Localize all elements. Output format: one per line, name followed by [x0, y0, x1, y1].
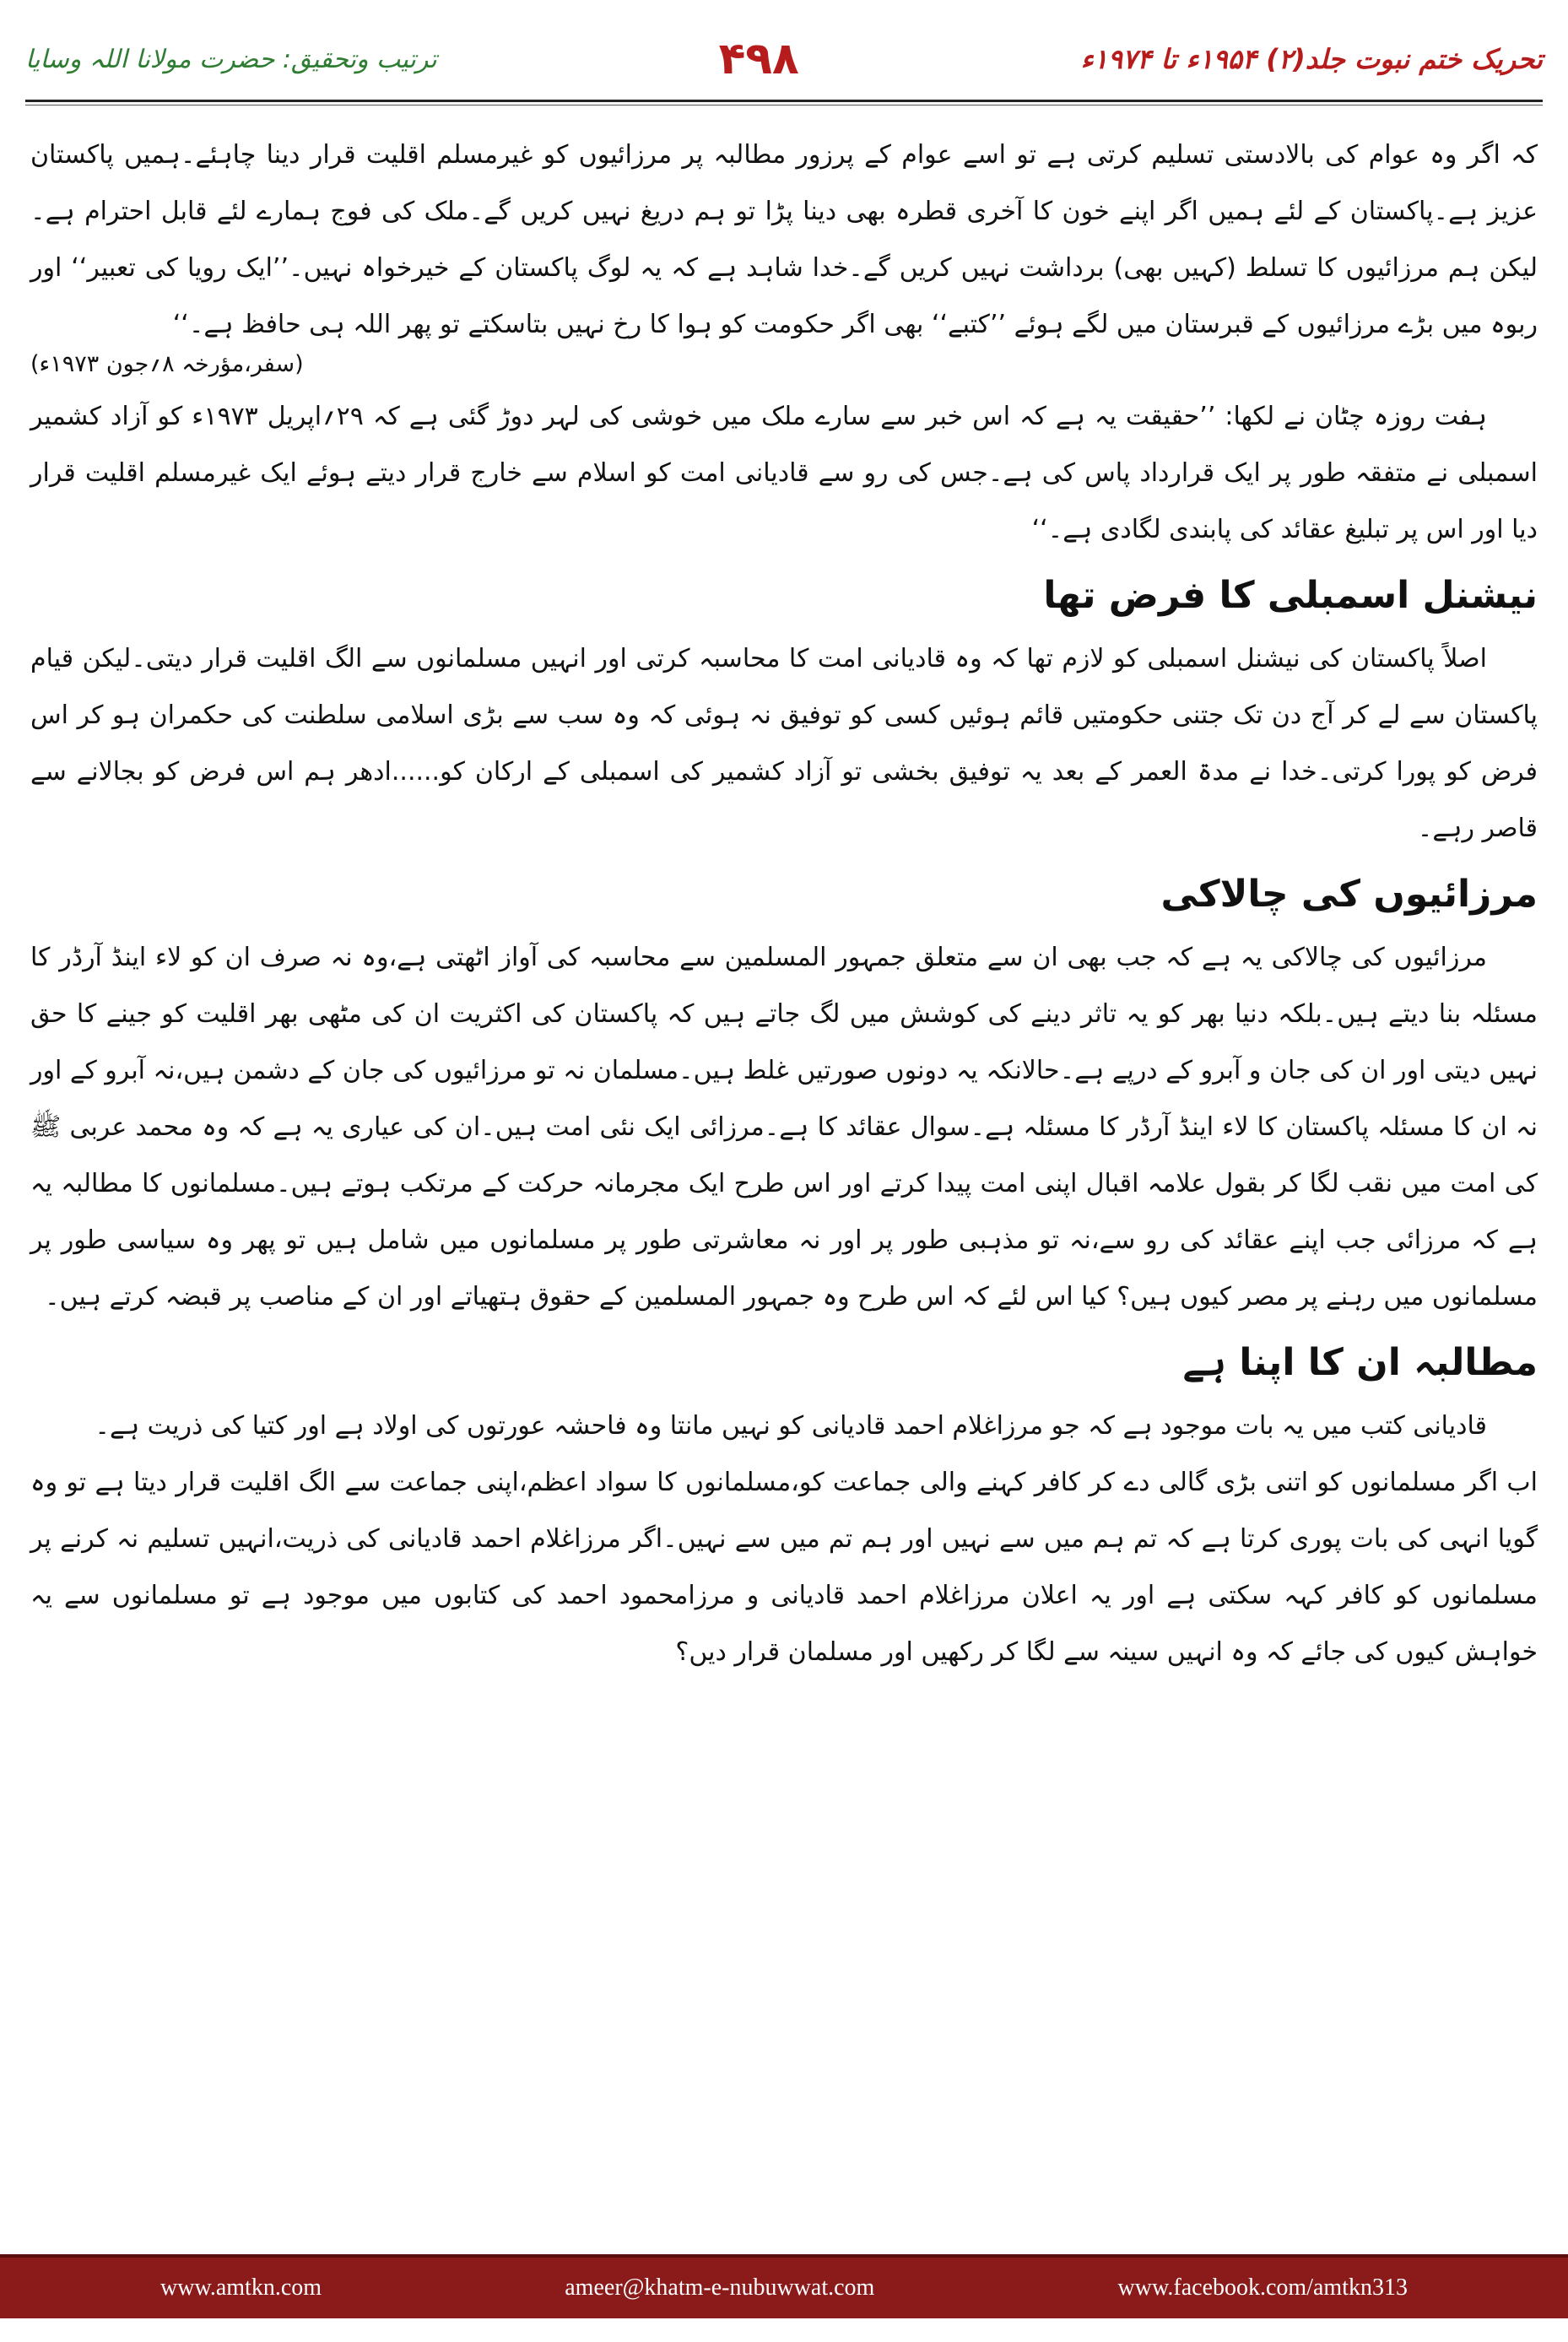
page-body [30, 127, 1538, 2228]
footer-website-link[interactable]: www.amtkn.com [160, 2274, 322, 2301]
paragraph-6: اب اگر مسلمانوں کو اتنی بڑی گالی دے کر کافر کہنے والی جماعت کو،مسلمانوں کا سواد اعظم،اپنی جماعت سے الگ اقلیت قرار دیتا ہے تو وہ گویا انہی کی بات پوری کرتا ہے کہ تم ہم میں سے نہیں اور ہم تم میں سے نہیں۔اگر مرزاغلام احمد قادیانی کی ذریت،انہیں تسلیم نہ کرنے پر مسلمانوں کو کافر کہہ سکتی ہے اور یہ اعلان مرزاغلام احمد قادیانی و مرزامحمود احمد کی کتابوں میں موجود ہے تو مسلمانوں سے یہ خواہش کیوں کی جائے کہ وہ انہیں سینہ سے لگا کر رکھیں اور مسلمان قرار دیں؟ [30, 1468, 1538, 1667]
footer-facebook-link[interactable]: www.facebook.com/amtkn313 [1117, 2274, 1408, 2301]
page-number: ۴۹۸ [718, 34, 799, 84]
paragraph-5: قادیانی کتب میں یہ بات موجود ہے کہ جو مرزاغلام احمد قادیانی کو نہیں مانتا وہ فاحشہ عورتوں کی اولاد ہے اور کتیا کی ذریت ہے۔ [95, 1411, 1487, 1441]
paragraph-3: اصلاً پاکستان کی نیشنل اسمبلی کو لازم تھا کہ وہ قادیانی امت کا محاسبہ کرتی اور انہیں مسلمانوں سے الگ اقلیت قرار دیتی۔لیکن قیام پاکستان سے لے کر آج دن تک جتنی حکومتیں قائم ہوئیں کسی کو توفیق نہ ہوئی کہ وہ سب سے بڑی اسلامی سلطنت کی حکمران ہو کر اس فرض کو پورا کرتی۔خدا نے مدۃ العمر کے بعد یہ توفیق بخشی تو آزاد کشمیر کی اسمبلی کے ارکان کو......ادھر ہم اس فرض کو بجالانے سے قاصر رہے۔ [30, 644, 1538, 843]
section-heading-national-assembly: نیشنل اسمبلی کا فرض تھا [1043, 574, 1538, 617]
citation: (سفر،مؤرخہ ۸؍جون ۱۹۷۳ء) [30, 351, 304, 377]
paragraph-4: مرزائیوں کی چالاکی یہ ہے کہ جب بھی ان سے متعلق جمہور المسلمین سے محاسبہ کی آواز اٹھتی ہے،وہ نہ صرف ان کو لاء اینڈ آرڈر کا مسئلہ بنا دیتے ہیں۔بلکہ دنیا بھر کو یہ تاثر دینے کی کوشش میں لگ جاتے ہیں کہ پاکستان کی اکثریت ان کی مٹھی بھر اقلیت کو جینے کا حق نہیں دیتی اور ان کی جان و آبرو کے درپے ہے۔حالانکہ یہ دونوں صورتیں غلط ہیں۔مسلمان نہ تو مرزائیوں کی جان کے دشمن ہیں،نہ آبرو کے اور نہ ان کا مسئلہ پاکستان کا لاء اینڈ آرڈر کا مسئلہ ہے۔سوال عقائد کا ہے۔مرزائی ایک نئی امت ہیں۔ان کی عیاری یہ ہے کہ وہ محمد عربی ﷺ کی امت میں نقب لگا کر بقول علامہ اقبال اپنی امت پیدا کرتے اور اس طرح ایک مجرمانہ حرکت کے مرتکب ہوتے ہیں۔مسلمانوں کا مطالبہ یہ ہے کہ مرزائی جب اپنے عقائد کی رو سے،نہ تو مذہبی طور پر اور نہ معاشرتی طور پر مسلمانوں میں شامل ہیں تو پھر وہ سیاسی طور پر مسلمانوں میں رہنے پر مصر کیوں ہیں؟ کیا اس لئے کہ اس طرح وہ جمہور المسلمین کے حقوق ہتھیاتے اور ان کے مناصب پر قبضہ کرتے ہیں۔ [30, 943, 1538, 1312]
section-heading-demand: مطالبہ ان کا اپنا ہے [1182, 1341, 1538, 1384]
header-author: ترتیب وتحقیق: حضرت مولانا اللہ وسایا [25, 44, 437, 74]
header-book-title: تحریک ختم نبوت جلد(۲) ۱۹۵۴ء تا ۱۹۷۴ء [1080, 43, 1543, 75]
header-divider [25, 100, 1543, 102]
paragraph-2: ہفت روزہ چٹان نے لکھا: ’’حقیقت یہ ہے کہ اس خبر سے سارے ملک میں خوشی کی لہر دوڑ گئی ہے کہ ۲۹؍اپریل ۱۹۷۳ء کو آزاد کشمیر اسمبلی نے متفقہ طور پر ایک قرارداد پاس کی ہے۔جس کی رو سے قادیانی امت کو اسلام سے خارج قرار دیتے ہوئے ایک غیرمسلم اقلیت قرار دیا اور اس پر تبلیغ عقائد کی پابندی لگادی ہے۔‘‘ [30, 402, 1538, 544]
page-header [25, 25, 1543, 93]
page-footer [0, 2254, 1568, 2318]
paragraph-1: کہ اگر وہ عوام کی بالادستی تسلیم کرتی ہے تو اسے عوام کے پرزور مطالبہ پر مرزائیوں کو غیرمسلم اقلیت قرار دینا چاہئے۔ہمیں پاکستان عزیز ہے۔پاکستان کے لئے ہمیں اگر اپنے خون کا آخری قطرہ بھی دینا پڑا تو ہم دریغ نہیں کریں گے۔ملک کی فوج ہمارے لئے قابل احترام ہے۔لیکن ہم مرزائیوں کا تسلط (کہیں بھی) برداشت نہیں کریں گے۔خدا شاہد ہے کہ یہ لوگ پاکستان کے خیرخواہ نہیں۔’’ایک رویا کی تعبیر‘‘ اور ربوہ میں بڑے مرزائیوں کے قبرستان میں لگے ہوئے ’’کتبے‘‘ بھی اگر حکومت کو ہوا کا رخ نہیں بتاسکتے تو پھر اللہ ہی حافظ ہے۔‘‘ [30, 140, 1538, 339]
footer-email-link[interactable]: ameer@khatm-e-nubuwwat.com [565, 2274, 875, 2301]
section-heading-cleverness: مرزائیوں کی چالاکی [1160, 873, 1538, 916]
